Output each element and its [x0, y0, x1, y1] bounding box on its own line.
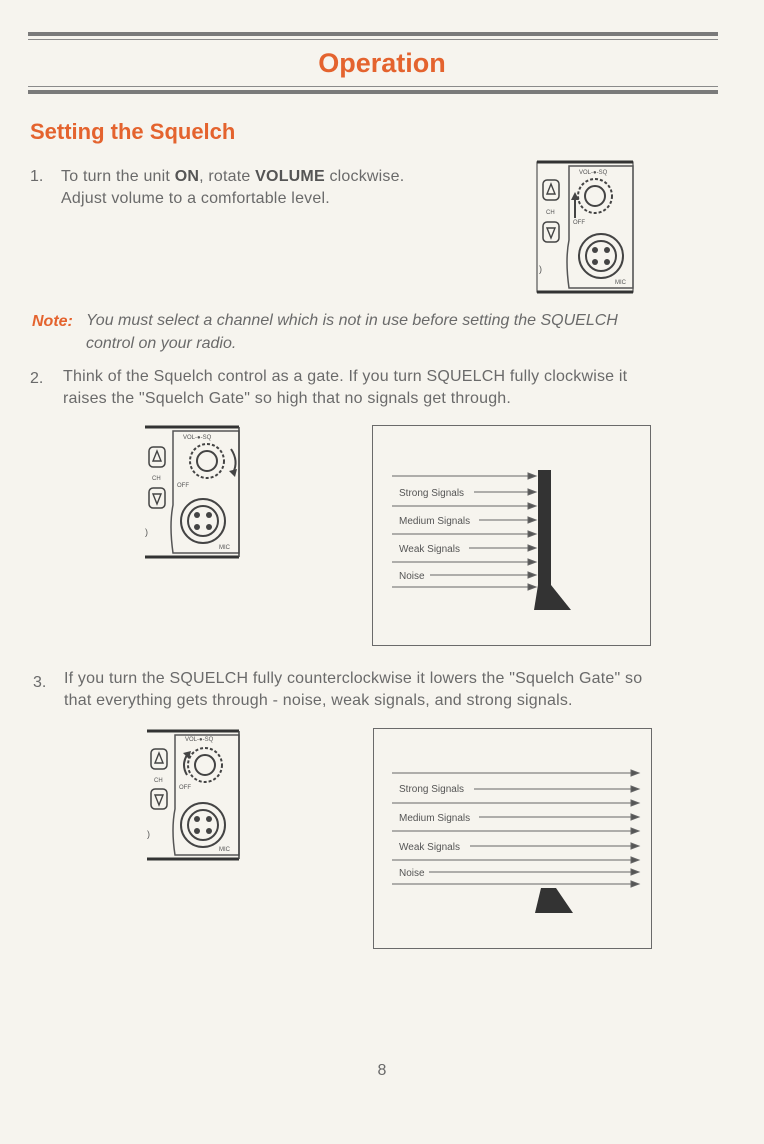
strong-signals-label-1: Strong Signals [399, 488, 465, 499]
off-label-2: OFF [177, 483, 189, 489]
noise-label-1: Noise [399, 571, 425, 582]
medium-signals-label-1: Medium Signals [399, 516, 471, 527]
header-rule-bottom-thin [28, 86, 718, 87]
radio-illustration-3 [145, 729, 243, 863]
page-title: Operation [318, 48, 446, 78]
svg-text:): ) [147, 829, 150, 839]
strong-signals-label-2: Strong Signals [399, 784, 465, 795]
step-1-text-b: , rotate [199, 168, 256, 185]
squelch-gate-diagram-lowered [373, 728, 653, 950]
note-line-1: You must select a channel which is not in use before setting the SQUELCH [86, 312, 618, 329]
step-3-number: 3. [33, 674, 47, 691]
header-rule-top-thin [28, 39, 718, 40]
ch-label-1: CH [546, 210, 555, 216]
off-label-1: OFF [573, 220, 585, 226]
step-1-text-a: To turn the unit [61, 168, 175, 185]
noise-label-2: Noise [399, 868, 425, 879]
section-heading: Setting the Squelch [30, 119, 236, 144]
ch-label-3: CH [154, 778, 163, 784]
step-2-text [63, 366, 733, 410]
step-1-text-d: Adjust volume to a comfortable level. [61, 190, 330, 207]
off-label-3: OFF [179, 785, 191, 791]
medium-signals-label-2: Medium Signals [399, 813, 471, 824]
weak-signals-label-2: Weak Signals [399, 842, 460, 853]
header-rule-bottom-thick [28, 90, 718, 94]
note-label: Note: [32, 313, 73, 330]
squelch-gate-diagram-raised [372, 425, 652, 647]
step-2-line-1: Think of the Squelch control as a gate. If you turn SQUELCH fully clockwise it [63, 368, 628, 385]
header-rule-top-thick [28, 32, 718, 36]
step-3-line-1: If you turn the SQUELCH fully counterclockwise it lowers the "Squelch Gate" so [64, 670, 643, 687]
step-3-line-2: that everything gets through - noise, weak signals, and strong signals. [64, 692, 573, 709]
mic-label-3: MIC [219, 847, 230, 853]
note-line-2: control on your radio. [86, 335, 237, 352]
step-1-text-c: clockwise. [324, 168, 405, 185]
step-2-number: 2. [30, 370, 44, 387]
step-1-number: 1. [30, 168, 44, 185]
svg-text:): ) [145, 527, 148, 537]
mic-label-2: MIC [219, 545, 230, 551]
step-1-on: ON [174, 168, 200, 185]
page-number: 8 [377, 1062, 387, 1079]
step-1-text [61, 166, 501, 210]
note-text [86, 309, 726, 355]
vol-sq-label-2: VOL-●-SQ [183, 435, 212, 441]
vol-sq-label-1: VOL-●-SQ [579, 170, 608, 176]
vol-sq-label-3: VOL-●-SQ [185, 737, 214, 743]
mic-label-1: MIC [615, 280, 626, 286]
radio-illustration-2 [143, 425, 243, 559]
ch-label-2: CH [152, 476, 161, 482]
svg-text:): ) [539, 264, 542, 274]
weak-signals-label-1: Weak Signals [399, 544, 460, 555]
squelch-gate-raised [538, 470, 551, 592]
step-1-volume: VOLUME [255, 168, 325, 185]
radio-illustration-1 [535, 160, 639, 296]
step-2-line-2: raises the "Squelch Gate" so high that no signals get through. [63, 390, 512, 407]
step-3-text [64, 668, 734, 712]
